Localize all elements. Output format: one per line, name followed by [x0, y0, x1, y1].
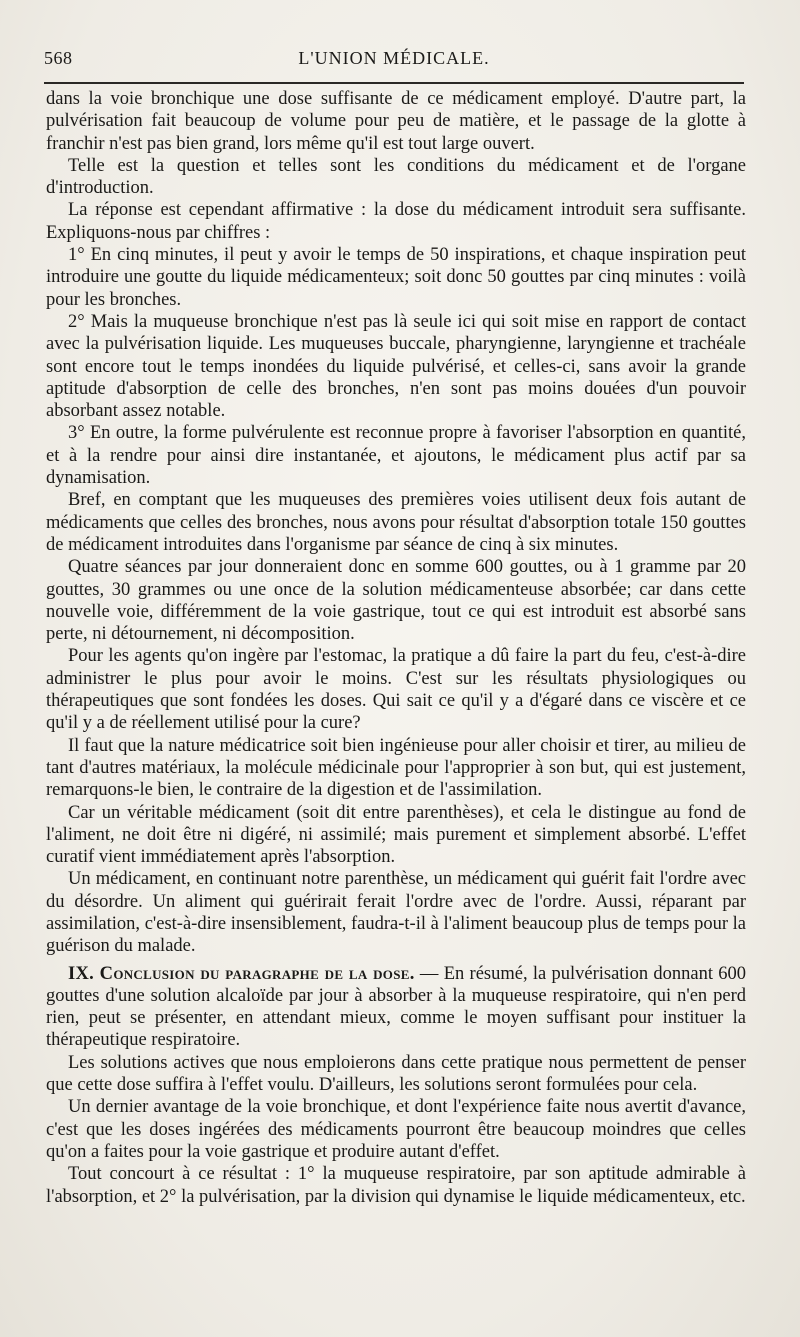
paragraph: Pour les agents qu'on ingère par l'estomac, la pratique a dû faire la part du feu, c'est-à-dire administrer le plus pour avoir le moins. C'est sur les résultats physiologiques ou thérapeutiques que sont fondées les doses. Qui sait ce qu'il y a d'égaré dans ce viscère et ce qu'il y a de réellement utilisé pour la cure? [46, 646, 746, 734]
page-header [44, 48, 744, 74]
section-heading: IX. Conclusion du paragraphe de la dose. [68, 963, 415, 984]
paragraph: 2° Mais la muqueuse bronchique n'est pas là seule ici qui soit mise en rapport de contact avec la pulvérisation liquide. Les muqueuses buccale, pharyngienne, laryngienne et trachéale sont encore tout le temps inondées du liquide pulvérisé, et celles-ci, sans avoir la grande aptitude d'absorption de celle des bronches, n'en sont pas moins douées d'un pouvoir absorbant assez notable. [46, 311, 746, 422]
paragraph: Il faut que la nature médicatrice soit bien ingénieuse pour aller choisir et tirer, au milieu de tant d'autres matériaux, la molécule médicinale pour l'approprier à son but, qui est justement, remarquons-le bien, le contraire de la digestion et de l'assimilation. [46, 735, 746, 801]
section-text: — En résumé, la pulvérisation donnant 600 gouttes d'une solution alcaloïde par jour à absorber à la muqueuse respiratoire, qui n'en perd rien, peut se présenter, en attendant mieux, comme le moyen suffisant pour instituer la thérapeutique respiratoire. [46, 963, 746, 1051]
paragraph: Quatre séances par jour donneraient donc en somme 600 gouttes, ou à 1 gramme par 20 gouttes, 30 grammes ou une once de la solution médicamenteuse absorbée; car dans cette nouvelle voie, différemment de la voie gastrique, tout ce qui est introduit est absorbé sans perte, ni détournement, ni décomposition. [46, 557, 746, 645]
header-rule [44, 82, 744, 84]
paragraph: La réponse est cependant affirmative : la dose du médicament introduit sera suffisante. Expliquons-nous par chiffres : [46, 200, 746, 243]
paragraph: Un médicament, en continuant notre parenthèse, un médicament qui guérit fait l'ordre avec du désordre. Un aliment qui guérirait ferait l'ordre avec de l'ordre. Aussi, réparant par assimilation, c'est-à-dire insensiblement, faudra-t-il à l'aliment beaucoup plus de temps pour la guérison du malade. [46, 869, 746, 957]
paragraph: Les solutions actives que nous emploierons dans cette pratique nous permettent de penser que cette dose suffira à l'effet voulu. D'ailleurs, les solutions seront formulées pour cela. [46, 1052, 746, 1096]
paragraph: Bref, en comptant que les muqueuses des premières voies utilisent deux fois autant de médicaments que celles des bronches, nous avons pour résultat d'absorption totale 150 gouttes de médicament introduites dans l'organisme par séance de cinq à six minutes. [46, 490, 746, 555]
paragraph: Tout concourt à ce résultat : 1° la muqueuse respiratoire, par son aptitude admirable à l'absorption, et 2° la pulvérisation, par la division qui dynamise le liquide médicamenteux, etc. [46, 1164, 746, 1207]
paragraph: 3° En outre, la forme pulvérulente est reconnue propre à favoriser l'absorption en quantité, et à la rendre pour ainsi dire instantanée, et ajoutons, le médicament plus actif par sa dynamisation. [46, 423, 746, 489]
paragraph: dans la voie bronchique une dose suffisante de ce médicament employé. D'autre part, la pulvérisation fait beaucoup de volume pour peu de matière, et le passage de la glotte à franchir n'est pas bien grand, lors même qu'il est tout large ouvert. [46, 89, 746, 154]
paragraph: 1° En cinq minutes, il peut y avoir le temps de 50 inspirations, et chaque inspiration peut introduire une goutte du liquide médicamenteux; soit donc 50 gouttes par cinq minutes : voilà pour les bronches. [46, 245, 746, 310]
paragraph: Car un véritable médicament (soit dit entre parenthèses), et cela le distingue au fond de l'aliment, ne doit être ni digéré, ni assimilé; mais purement et simplement absorbé. L'effet curatif vient immédiatement après l'absorption. [46, 802, 746, 868]
paragraph: Un dernier avantage de la voie bronchique, et dont l'expérience faite nous avertit d'avance, c'est que les doses ingérées des médicaments pourront être beaucoup moindres que celles qu'on a faites pour la voie gastrique et produire autant d'effet. [46, 1097, 746, 1162]
paragraph: Telle est la question et telles sont les conditions du médicament et de l'organe d'introduction. [46, 155, 746, 199]
section-paragraph [46, 963, 746, 1052]
running-title: L'UNION MÉDICALE. [298, 48, 490, 68]
body-text [46, 88, 746, 1208]
page-number: 568 [44, 48, 73, 68]
